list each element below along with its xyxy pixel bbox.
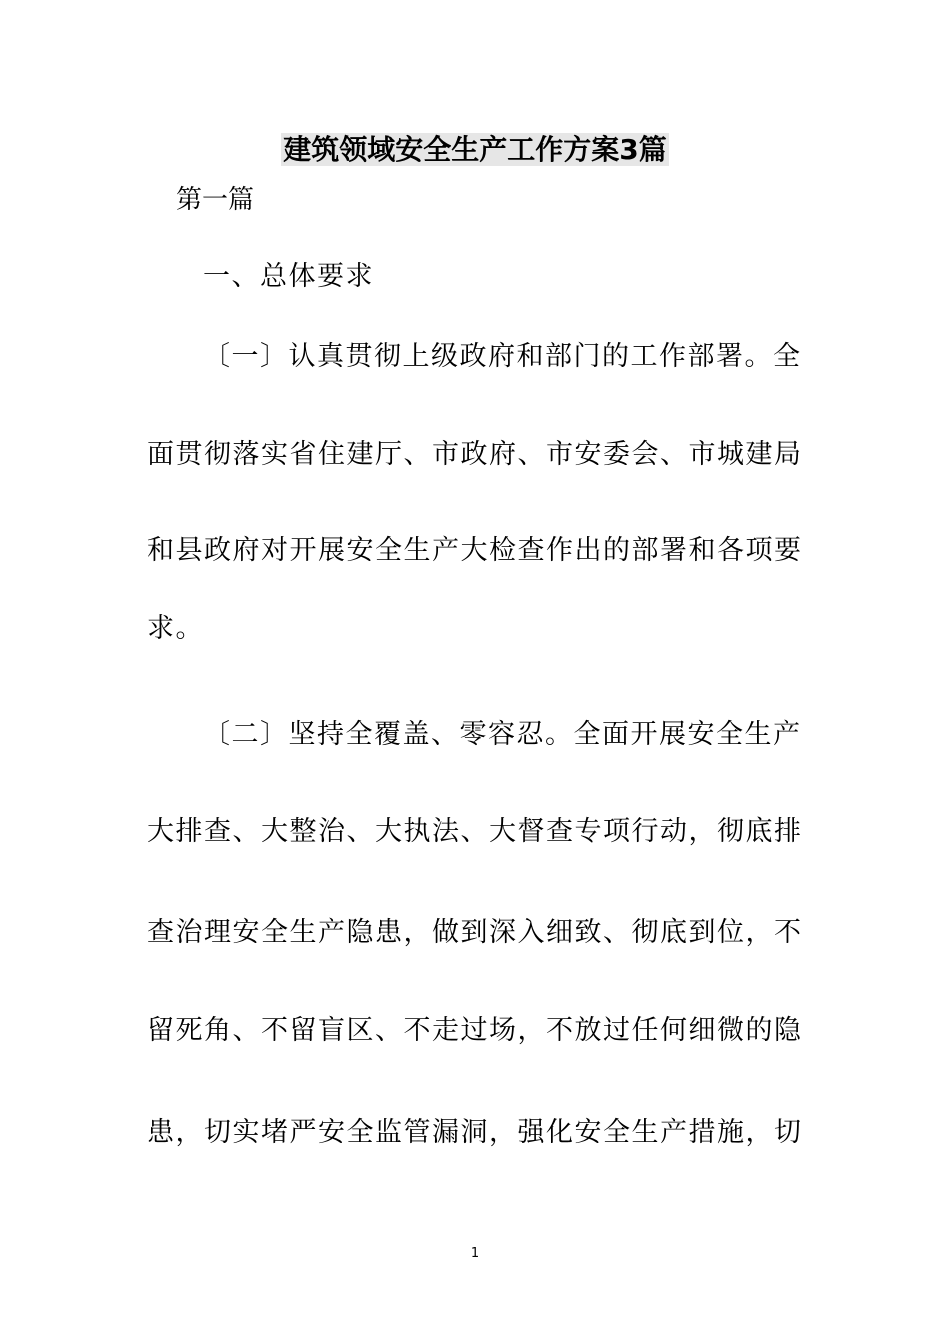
paragraph-line: 大排查、大整治、大执法、大督查专项行动，彻底排	[147, 816, 803, 847]
heading-overall-requirements: 一、总体要求	[203, 261, 374, 292]
paragraph-line: 〔二〕坚持全覆盖、零容忍。全面开展安全生产	[203, 719, 802, 750]
document-title	[0, 132, 950, 168]
paragraph-line: 〔一〕认真贯彻上级政府和部门的工作部署。全	[203, 341, 802, 372]
paragraph-line: 查治理安全生产隐患，做到深入细致、彻底到位，不	[147, 917, 803, 948]
document-title-text: 建筑领域安全生产工作方案3篇	[283, 133, 667, 166]
page-number: 1	[470, 1246, 480, 1261]
paragraph-line: 求。	[147, 613, 204, 644]
paragraph-line: 和县政府对开展安全生产大检查作出的部署和各项要	[147, 535, 803, 566]
section-label: 第一篇	[176, 185, 255, 215]
paragraph-line: 留死角、不留盲区、不走过场，不放过任何细微的隐	[147, 1015, 803, 1046]
paragraph-line: 患，切实堵严安全监管漏洞，强化安全生产措施，切	[147, 1117, 803, 1148]
paragraph-line: 面贯彻落实省住建厅、市政府、市安委会、市城建局	[147, 439, 803, 470]
